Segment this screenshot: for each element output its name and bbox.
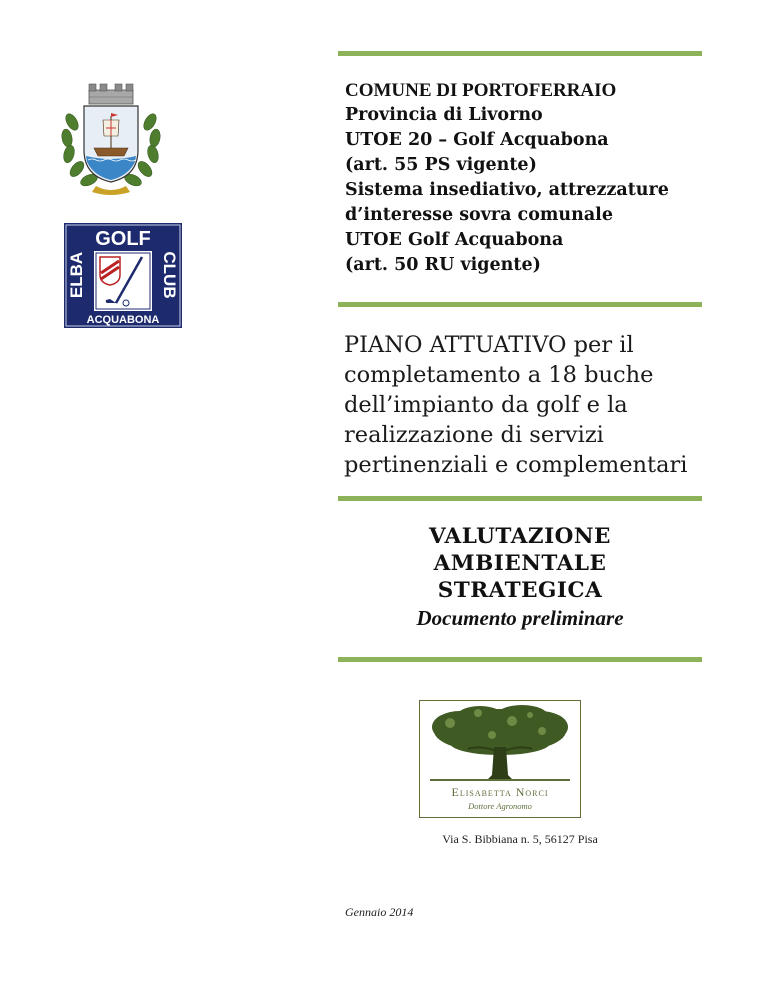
portoferraio-coat-of-arms-icon	[58, 80, 164, 196]
plan-title-line: realizzazione di servizi	[344, 422, 604, 448]
header-line-system: Sistema insediativo, attrezzature	[345, 180, 669, 200]
golf-logo-top-text: GOLF	[95, 228, 151, 250]
plan-title-line: pertinenziali e complementari	[344, 452, 688, 478]
golf-logo-left-text: ELBA	[67, 251, 86, 299]
header-line-province: Provincia di Livorno	[345, 105, 543, 125]
header-line-utoe: UTOE 20 – Golf Acquabona	[345, 130, 609, 150]
municipality-header	[345, 78, 705, 278]
vas-heading	[338, 523, 702, 632]
golf-logo-bottom-text: ACQUABONA	[86, 314, 160, 326]
plan-title-line: PIANO ATTUATIVO per il	[344, 332, 634, 358]
golf-logo-right-text: CLUB	[160, 251, 179, 299]
divider-rule-3	[338, 496, 702, 501]
divider-rule-2	[338, 302, 702, 307]
plan-title-line: completamento a 18 buche	[344, 362, 654, 388]
header-line-ps-article: (art. 55 PS vigente)	[345, 155, 537, 175]
office-address: Via S. Bibbiana n. 5, 56127 Pisa	[442, 832, 598, 846]
oak-tree-icon	[420, 701, 580, 783]
elba-golf-club-logo	[64, 223, 182, 328]
divider-rule-4	[338, 657, 702, 662]
vas-line-1: VALUTAZIONE	[429, 524, 611, 549]
vas-subtitle: Documento preliminare	[416, 606, 624, 630]
norci-agronomist-logo	[419, 700, 581, 818]
norci-subtitle: Dottore Agronomo	[468, 801, 532, 811]
vas-line-3: STRATEGICA	[437, 578, 603, 603]
header-line-interest: d’interesse sovra comunale	[345, 205, 613, 225]
norci-name: Elisabetta Norci	[451, 785, 549, 799]
plan-title	[344, 330, 704, 480]
plan-title-line: dell’impianto da golf e la	[344, 392, 628, 418]
vas-line-2: AMBIENTALE	[433, 551, 607, 576]
header-line-ru-article: (art. 50 RU vigente)	[345, 255, 541, 275]
document-date: Gennaio 2014	[345, 905, 414, 919]
header-line-utoe-golf: UTOE Golf Acquabona	[345, 230, 564, 250]
divider-rule-1	[338, 51, 702, 56]
header-line-municipality: COMUNE DI PORTOFERRAIO	[345, 80, 617, 101]
